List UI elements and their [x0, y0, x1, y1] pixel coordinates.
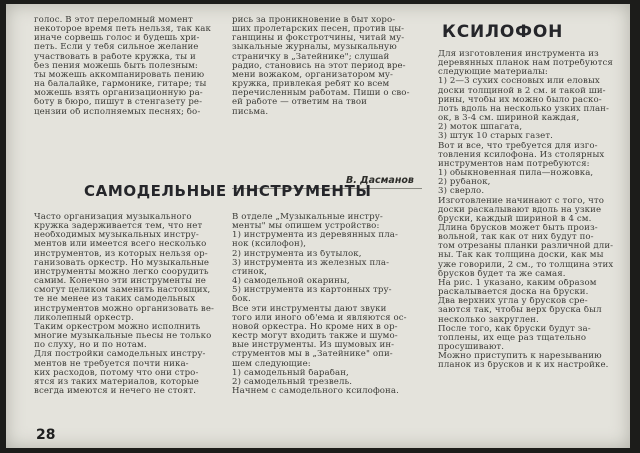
text-line: инструментов, из которых нельзя ор- — [34, 249, 208, 259]
text-line: цензии об исполняемых песнях; бо- — [34, 107, 201, 117]
text-line: страничку в „Затейнике"; слушай — [232, 52, 390, 62]
text-line: новой оркестра. Но кроме них в ор- — [232, 322, 398, 332]
text-line: ганизовать оркестр. Но музыкальные — [34, 258, 210, 268]
text-line: том отрезаны планки различной дли- — [438, 242, 614, 252]
magazine-page — [6, 4, 630, 448]
text-line: Для постройки самодельных инстру- — [34, 350, 206, 360]
text-line: несколько закруглен. — [438, 315, 539, 325]
top-middle-column — [232, 16, 422, 117]
text-line: Изготовление начинают с того, что — [438, 196, 605, 206]
text-line: рись за проникновение в быт хоро- — [232, 16, 396, 25]
text-line: лоть вдоль на несколько узких план- — [438, 104, 610, 114]
text-line: кестр могут входить также и шумо- — [232, 332, 398, 342]
text-line: ших пролетарских песен, против цы- — [232, 25, 405, 35]
text-line: того или иного об'ема и являются ос- — [232, 313, 407, 323]
text-line: иначе сорвешь голос и будешь хри- — [34, 34, 200, 44]
text-line: инструментов можно организовать ве- — [34, 304, 215, 314]
text-line: 4) самодельной окарины, — [232, 277, 350, 287]
text-line: можешь взять организационную ра- — [34, 89, 203, 99]
text-line: уже говорили, 2 см., то толщина этих — [438, 260, 614, 270]
text-line: После того, как бруски будут за- — [438, 324, 591, 334]
xylophone-heading: КСИЛОФОН — [442, 22, 564, 42]
text-line: нок (ксилофон), — [232, 240, 307, 250]
text-line: 1) 2—3 сухих сосновых или еловых — [438, 77, 600, 87]
text-line: В отделе „Музыкальные инстру- — [232, 213, 383, 222]
text-line: ны. Так как толщина доски, как мы — [438, 251, 604, 261]
text-line: Для изготовления инструмента из — [438, 50, 599, 59]
text-line: самим. Конечно эти инструменты не — [34, 277, 206, 287]
text-line: раскалывается доска на бруски. — [438, 288, 589, 298]
article-title: САМОДЕЛЬНЫЕ ИНСТРУМЕНТЫ — [84, 182, 372, 200]
text-line: инструментов нам потребуются: — [438, 159, 590, 169]
text-line: вые инструменты. Из шумовых ин- — [232, 341, 395, 351]
text-line: Таким оркестром можно исполнить — [34, 322, 201, 332]
text-line: стинок, — [232, 267, 267, 277]
text-line: Два верхних угла у брусков сре- — [438, 297, 588, 307]
text-line: планок из брусков и к их настройке. — [438, 361, 609, 371]
text-line: 2) инструмента из бутылок, — [232, 249, 362, 259]
text-line: менты" мы опишем устройство: — [232, 222, 380, 232]
text-line: доски раскалывают вдоль на узкие — [438, 205, 602, 215]
text-line: 1) самодельный барабан, — [232, 368, 349, 378]
text-line: просушивают. — [438, 343, 505, 352]
text-line: без пения можешь быть полезным: — [34, 61, 198, 71]
text-line: зыкальные журналы, музыкальную — [232, 43, 397, 53]
text-line: радио, становись на этот период вре- — [232, 61, 406, 71]
text-line: голос. В этот переломный момент — [34, 16, 193, 25]
text-line: заются так, чтобы верх бруска был — [438, 306, 602, 316]
text-line: некоторое время петь нельзя, так как — [34, 25, 211, 35]
text-line: всегда имеются и нечего не стоят. — [34, 386, 197, 396]
text-line: 3) штук 10 старых газет. — [438, 132, 554, 142]
text-line: Вот и все, что требуется для изго- — [438, 141, 598, 151]
text-line: по слуху, но и по нотам. — [34, 341, 147, 351]
text-line: те не менее из таких самодельных — [34, 295, 196, 305]
text-line: участвовать в работе кружка, ты и — [34, 52, 196, 62]
text-line: кружка, привлекая ребят ко всем — [232, 80, 390, 90]
text-line: Длина брусков может быть произ- — [438, 223, 598, 233]
text-line: инструменты можно легко соорудить — [34, 267, 209, 277]
intro-column — [34, 213, 216, 396]
text-line: На рис. 1 указано, каким образом — [438, 278, 597, 288]
text-line: кружка задерживается тем, что нет — [34, 222, 203, 232]
text-line: струментов мы в „Затейнике" опи- — [232, 350, 393, 360]
text-line: ты можешь аккомпанировать пению — [34, 70, 205, 80]
xylophone-column — [438, 50, 624, 370]
text-line: деревянных планок нам потребуются — [438, 59, 613, 69]
text-line: Все эти инструменты дают звуки — [232, 304, 387, 314]
text-line: 2) моток шпагата, — [438, 123, 523, 133]
text-line: 2) самодельный трезвель. — [232, 377, 353, 387]
text-line: 1) инструмента из деревянных пла- — [232, 231, 398, 241]
top-left-column — [34, 16, 216, 117]
text-line: ких расходов, потому что они стро- — [34, 368, 199, 378]
text-line: ликолепный оркестр. — [34, 313, 134, 323]
page-number: 28 — [36, 427, 56, 443]
text-line: Можно приступить к нарезыванию — [438, 352, 602, 362]
text-line: письма. — [232, 107, 269, 117]
text-line: вольной, так как от них будут по- — [438, 233, 594, 243]
text-line: ментов не требуется почти ника- — [34, 359, 189, 369]
text-line: шем следующие: — [232, 359, 311, 369]
text-line: необходимых музыкальных инстру- — [34, 231, 199, 241]
text-line: петь. Если у тебя сильное желание — [34, 43, 199, 53]
text-line: топлены, их еще раз тщательно — [438, 333, 587, 343]
text-line: Часто организация музыкального — [34, 213, 192, 222]
text-line: перечисленным работам. Пиши о сво- — [232, 89, 410, 99]
text-line: бруски, каждый шириной в 4 см. — [438, 214, 592, 224]
text-line: доски толщиной в 2 см. и такой ши- — [438, 86, 606, 96]
text-line: многие музыкальные пьесы не только — [34, 332, 212, 342]
text-line: ок, в 3-4 см. шириной каждая, — [438, 114, 580, 124]
text-line: на балалайке, гармонике, гитаре; ты — [34, 80, 207, 90]
text-line: брусков будет та же самая. — [438, 269, 566, 279]
text-line: Начнем с самодельного ксилофона. — [232, 386, 399, 396]
text-line: ментов или имеется всего несколько — [34, 240, 207, 250]
text-line: смогут целиком заменить настоящих, — [34, 286, 211, 296]
text-line: товления ксилофона. Из столярных — [438, 150, 605, 160]
text-line: ей работе — ответим на твои — [232, 98, 367, 108]
text-line: рины, чтобы их можно было раско- — [438, 95, 602, 105]
text-line: ятся из таких материалов, которые — [34, 377, 199, 387]
text-line: ганщины и фокстротчины, читай му- — [232, 34, 405, 44]
author-signature: В. Дасманов — [346, 175, 414, 186]
text-line: мени вожаком, организатором му- — [232, 70, 394, 80]
text-line: бок. — [232, 295, 251, 305]
text-line: 3) инструмента из железных пла- — [232, 258, 390, 268]
text-line: следующие материалы: — [438, 68, 548, 78]
text-line: боту в бюро, пишут в стенгазету ре- — [34, 98, 203, 108]
text-line: 3) сверло. — [438, 187, 485, 197]
text-line: 2) рубанок, — [438, 178, 491, 188]
text-line: 1) обыкновенная пила—ножовка, — [438, 169, 594, 179]
text-line: 5) инструмента из картонных тру- — [232, 286, 392, 296]
instrument-list-column — [232, 213, 422, 396]
